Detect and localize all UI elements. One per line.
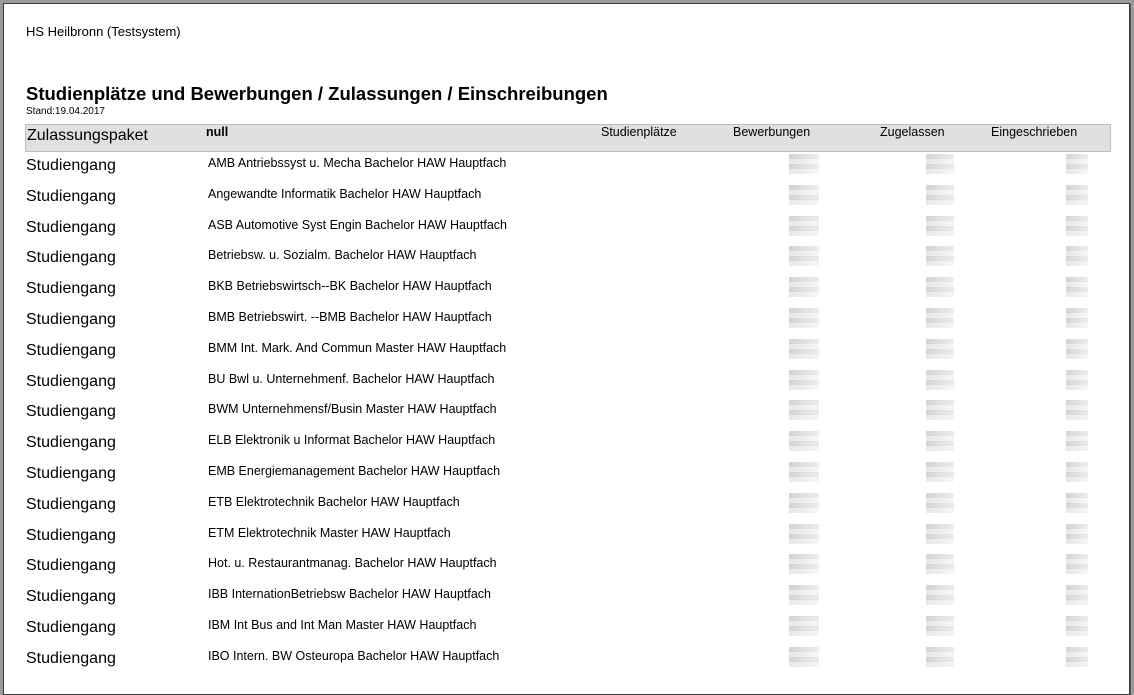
row-name: AMB Antriebssyst u. Mecha Bachelor HAW Hauptfach: [208, 156, 507, 170]
table-row: [4, 339, 1129, 369]
row-name: IBO Intern. BW Osteuropa Bachelor HAW Hauptfach: [208, 648, 500, 663]
blurred-eingeschrieben-value: [1066, 308, 1088, 328]
blurred-zugelassen-value: [926, 616, 954, 636]
table-header: [25, 124, 1111, 152]
row-name: Angewandte Informatik Bachelor HAW Hauptfach: [208, 186, 482, 201]
report-page: [3, 3, 1130, 695]
row-name: BMB Betriebswirt. --BMB Bachelor HAW Hauptfach: [208, 310, 492, 324]
blurred-eingeschrieben-value: [1066, 585, 1088, 605]
blurred-bewerbungen-value: [789, 185, 819, 205]
table-row: [4, 370, 1129, 400]
blurred-bewerbungen-value: [789, 616, 819, 636]
column-header-zugelassen: Zugelassen: [880, 125, 945, 139]
blurred-eingeschrieben-value: [1066, 400, 1088, 420]
table-row: [4, 431, 1129, 461]
blurred-eingeschrieben-value: [1066, 339, 1088, 359]
blurred-eingeschrieben-value: [1066, 216, 1088, 236]
blurred-eingeschrieben-value: [1066, 431, 1088, 451]
blurred-bewerbungen-value: [789, 524, 819, 544]
row-type: Studiengang: [26, 372, 116, 390]
row-type: Studiengang: [26, 588, 116, 606]
blurred-eingeschrieben-value: [1066, 462, 1088, 482]
blurred-zugelassen-value: [926, 400, 954, 420]
row-type: Studiengang: [26, 403, 116, 421]
column-header-bewerbungen: Bewerbungen: [733, 125, 811, 139]
blurred-zugelassen-value: [926, 585, 954, 605]
row-type: Studiengang: [26, 649, 116, 667]
row-type: Studiengang: [26, 311, 116, 328]
blurred-eingeschrieben-value: [1066, 493, 1088, 513]
table-row: [4, 216, 1129, 246]
table-row: [4, 616, 1129, 646]
blurred-zugelassen-value: [926, 431, 954, 451]
row-name: ASB Automotive Syst Engin Bachelor HAW Hauptfach: [208, 217, 507, 232]
row-name: Betriebsw. u. Sozialm. Bachelor HAW Hauptfach: [208, 248, 477, 263]
row-name: BMM Int. Mark. And Commun Master HAW Hauptfach: [208, 340, 507, 355]
blurred-eingeschrieben-value: [1066, 154, 1088, 174]
blurred-bewerbungen-value: [789, 400, 819, 420]
table-row: [4, 647, 1129, 677]
blurred-zugelassen-value: [926, 524, 954, 544]
blurred-bewerbungen-value: [789, 216, 819, 236]
row-type: Studiengang: [26, 526, 116, 544]
column-header-studienplaetze: Studienplätze: [601, 125, 677, 139]
table-row: [4, 462, 1129, 492]
row-type: Studiengang: [26, 280, 116, 298]
column-header-paket: Zulassungspaket: [27, 127, 148, 144]
row-name: ELB Elektronik u Informat Bachelor HAW Hauptfach: [208, 433, 496, 448]
table-row: [4, 524, 1129, 554]
row-name: ETB Elektrotechnik Bachelor HAW Hauptfach: [208, 494, 460, 509]
blurred-bewerbungen-value: [789, 431, 819, 451]
row-type: Studiengang: [26, 495, 116, 513]
blurred-zugelassen-value: [926, 277, 954, 297]
table-row: [4, 277, 1129, 307]
blurred-zugelassen-value: [926, 308, 954, 328]
blurred-bewerbungen-value: [789, 585, 819, 605]
blurred-zugelassen-value: [926, 185, 954, 205]
blurred-eingeschrieben-value: [1066, 277, 1088, 297]
blurred-zugelassen-value: [926, 554, 954, 574]
column-header-name: null: [206, 125, 229, 139]
blurred-zugelassen-value: [926, 216, 954, 236]
blurred-bewerbungen-value: [789, 370, 819, 390]
row-type: Studiengang: [26, 157, 116, 174]
blurred-bewerbungen-value: [789, 554, 819, 574]
blurred-eingeschrieben-value: [1066, 616, 1088, 636]
blurred-zugelassen-value: [926, 154, 954, 174]
table-row: [4, 554, 1129, 584]
blurred-eingeschrieben-value: [1066, 647, 1088, 667]
blurred-eingeschrieben-value: [1066, 246, 1088, 266]
row-type: Studiengang: [26, 434, 116, 452]
row-type: Studiengang: [26, 619, 116, 636]
blurred-bewerbungen-value: [789, 246, 819, 266]
blurred-eingeschrieben-value: [1066, 185, 1088, 205]
row-name: EMB Energiemanagement Bachelor HAW Hauptfach: [208, 464, 501, 478]
blurred-zugelassen-value: [926, 647, 954, 667]
report-date: Stand:19.04.2017: [26, 106, 105, 117]
report-title: Studienplätze und Bewerbungen / Zulassungen / Einschreibungen: [26, 83, 608, 104]
blurred-bewerbungen-value: [789, 647, 819, 667]
table-row: [4, 585, 1129, 615]
blurred-zugelassen-value: [926, 370, 954, 390]
row-name: IBB InternationBetriebsw Bachelor HAW Hauptfach: [208, 587, 492, 602]
table-row: [4, 400, 1129, 430]
column-header-eingeschrieben: Eingeschrieben: [991, 125, 1078, 139]
blurred-zugelassen-value: [926, 339, 954, 359]
blurred-eingeschrieben-value: [1066, 370, 1088, 390]
row-name: BWM Unternehmensf/Busin Master HAW Hauptfach: [208, 402, 497, 417]
blurred-zugelassen-value: [926, 493, 954, 513]
blurred-bewerbungen-value: [789, 277, 819, 297]
blurred-zugelassen-value: [926, 462, 954, 482]
blurred-bewerbungen-value: [789, 339, 819, 359]
organisation-name: HS Heilbronn (Testsystem): [26, 24, 181, 39]
row-type: Studiengang: [26, 187, 116, 205]
blurred-bewerbungen-value: [789, 308, 819, 328]
row-name: ETM Elektrotechnik Master HAW Hauptfach: [208, 525, 451, 540]
row-name: Hot. u. Restaurantmanag. Bachelor HAW Hauptfach: [208, 556, 497, 571]
row-type: Studiengang: [26, 218, 116, 236]
table-row: [4, 493, 1129, 523]
row-name: BKB Betriebswirtsch--BK Bachelor HAW Hauptfach: [208, 279, 492, 294]
row-type: Studiengang: [26, 557, 116, 575]
table-row: [4, 154, 1129, 184]
row-name: BU Bwl u. Unternehmenf. Bachelor HAW Hauptfach: [208, 371, 495, 386]
row-type: Studiengang: [26, 465, 116, 482]
blurred-zugelassen-value: [926, 246, 954, 266]
blurred-bewerbungen-value: [789, 154, 819, 174]
table-row: [4, 185, 1129, 215]
blurred-eingeschrieben-value: [1066, 524, 1088, 544]
row-type: Studiengang: [26, 249, 116, 267]
table-row: [4, 308, 1129, 338]
blurred-bewerbungen-value: [789, 462, 819, 482]
blurred-eingeschrieben-value: [1066, 554, 1088, 574]
table-row: [4, 246, 1129, 276]
row-name: IBM Int Bus and Int Man Master HAW Hauptfach: [208, 618, 477, 632]
row-type: Studiengang: [26, 341, 116, 359]
blurred-bewerbungen-value: [789, 493, 819, 513]
